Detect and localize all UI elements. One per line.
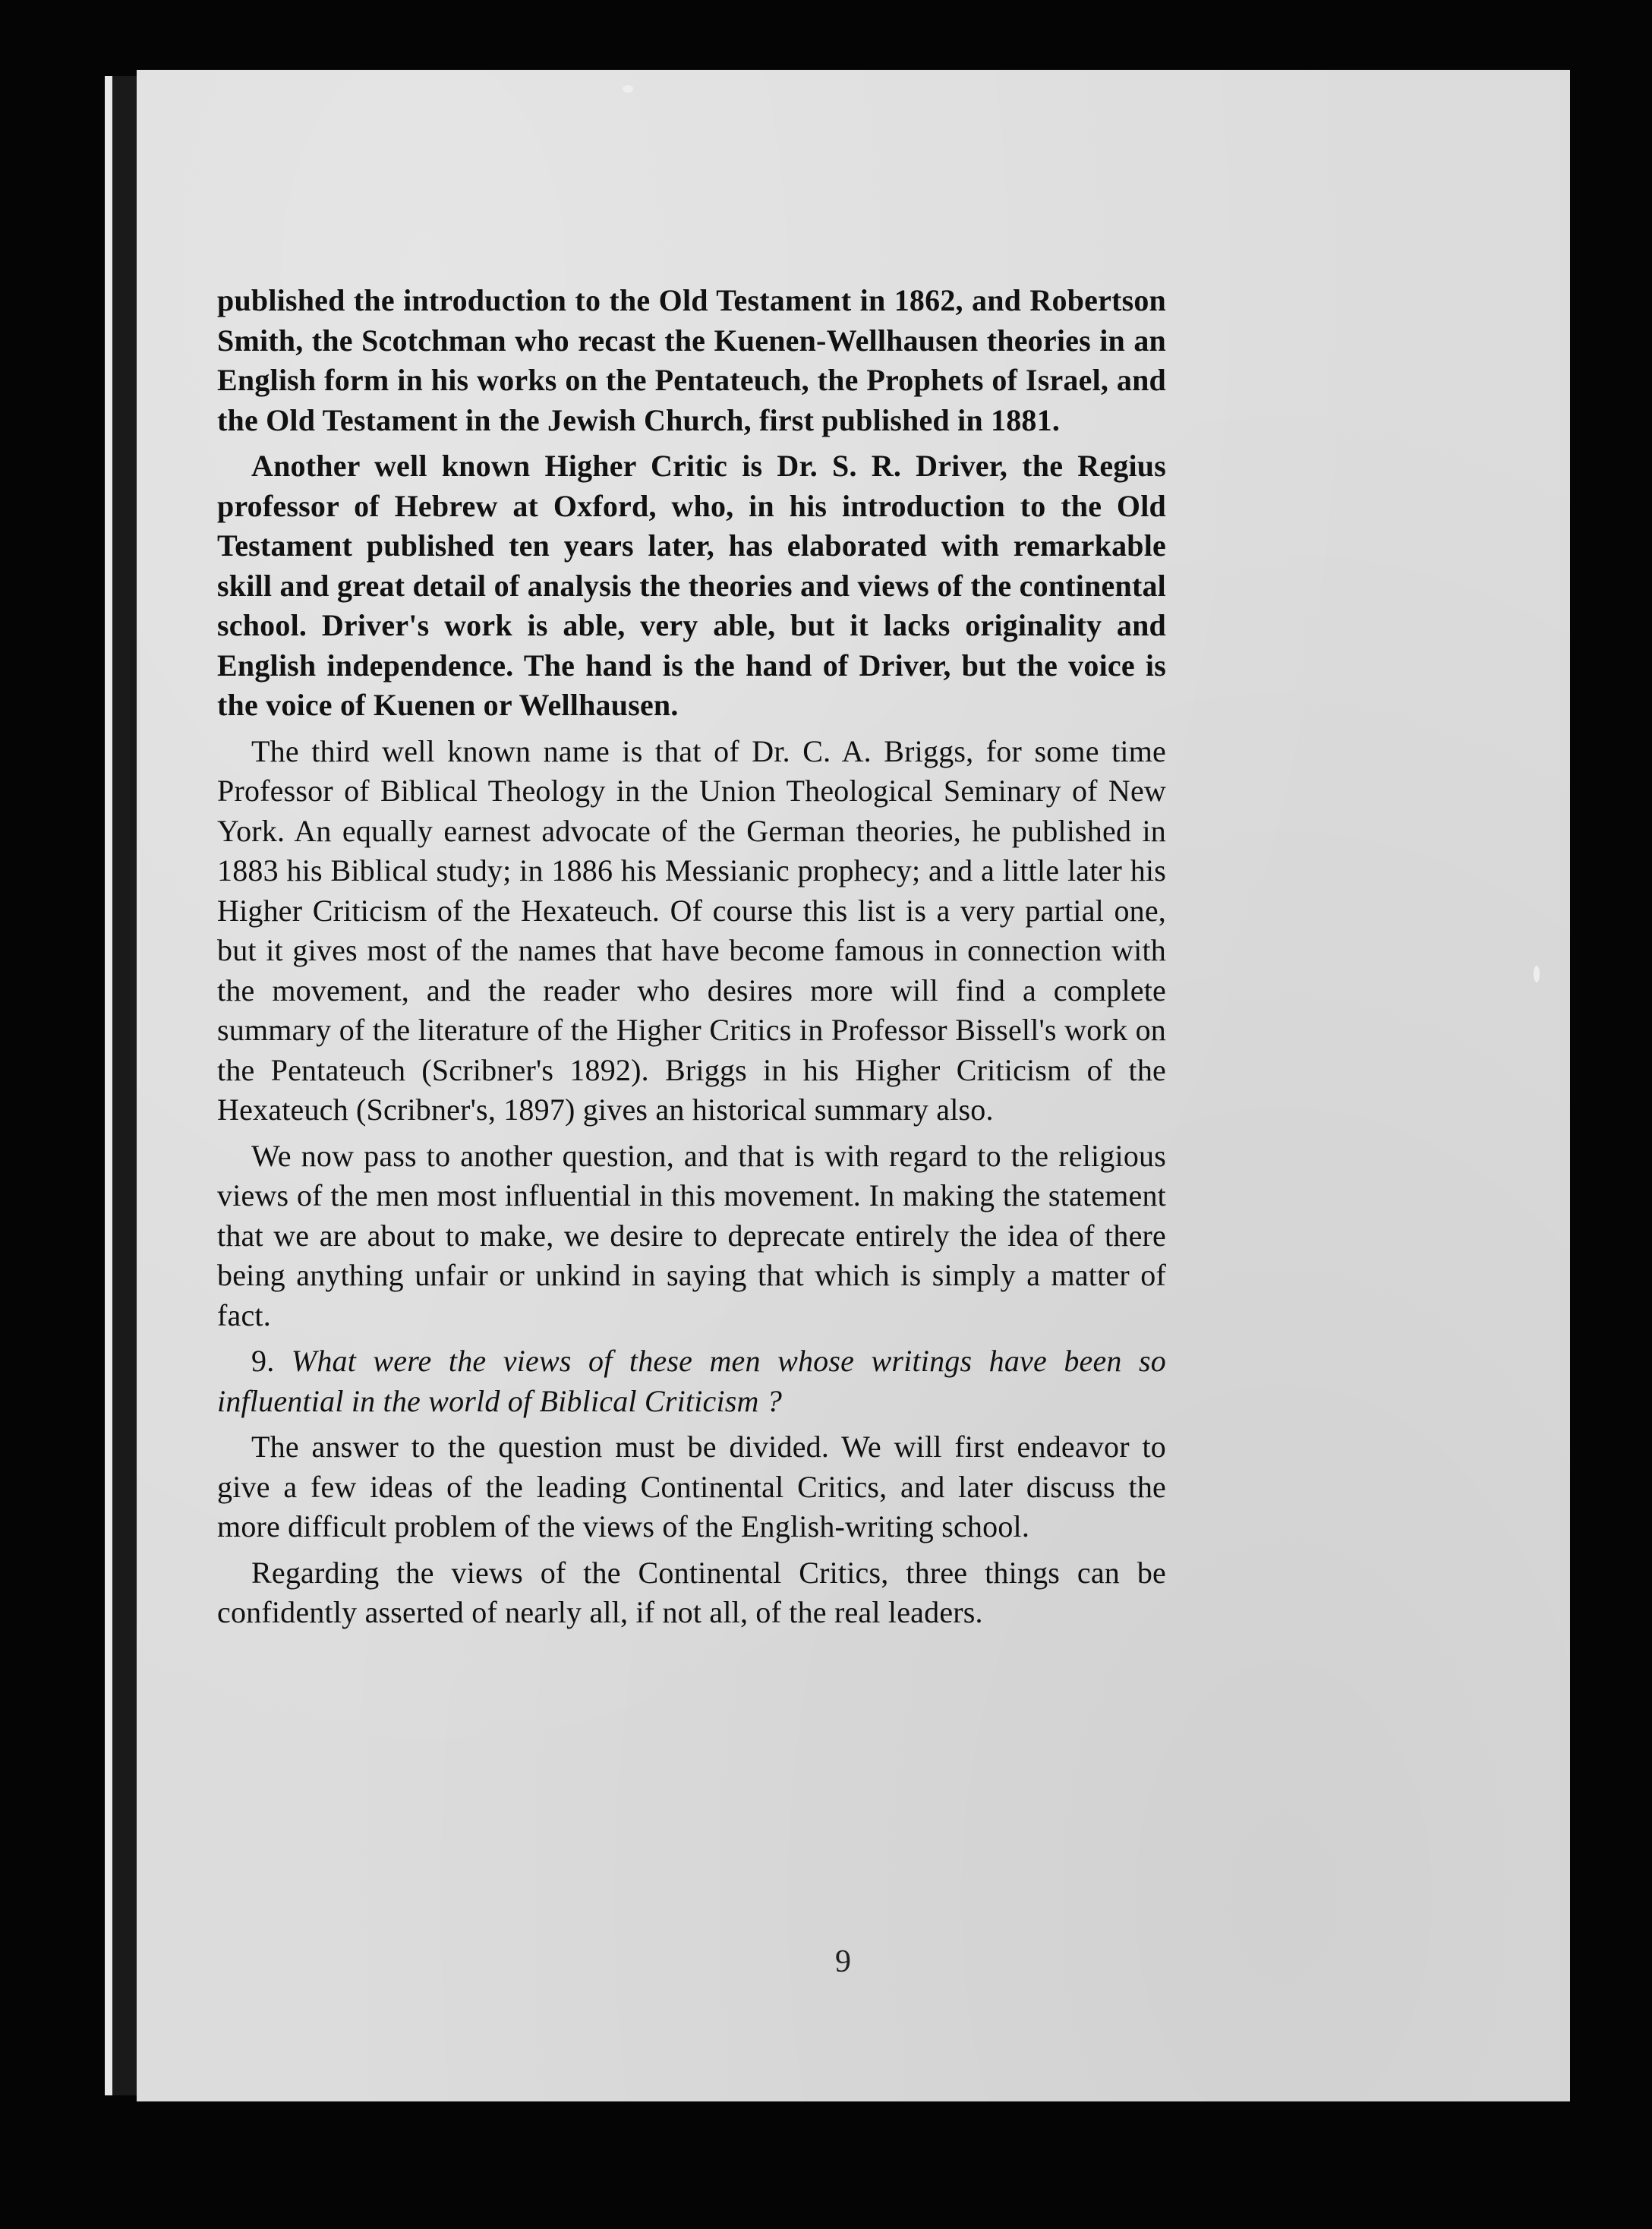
paragraph-5: The answer to the question must be divided. We will first endeavor to give a few ideas of the leading Continental Critics, and later discuss the more difficult problem of the views of the English-writing school.	[217, 1430, 1166, 1543]
scan-edge-strip	[105, 76, 112, 2095]
paragraph-3: The third well known name is that of Dr. C. A. Briggs, for some time Professor of Biblical Theology in the Union Theological Seminary of New York. An equally earnest advocate of the German theories, he published in 1883 his Biblical study; in 1886 his Messianic prophecy; and a little later his Higher Criticism of the Hexateuch. Of course this list is a very partial one, but it gives most of the names that have become famous in connection with the movement, and the reader who desires more will find a complete summary of the literature of the Higher Critics in Professor Bissell's work on the Pentateuch (Scribner's 1892). Briggs in his Higher Criticism of the Hexateuch (Scribner's, 1897) gives an historical summary also.	[217, 733, 1166, 1127]
dust-speck	[623, 85, 633, 93]
paragraph-1: published the introduction to the Old Testament in 1862, and Robertson Smith, the Scotchman who recast the Kuenen-Wellhausen theories in an English form in his works on the Pentateuch, the Prophets of Israel, and the Old Testament in the Jewish Church, first published in 1881.	[217, 283, 1166, 437]
page-number: 9	[835, 1944, 851, 1979]
dust-speck	[1534, 966, 1540, 982]
paragraph-6: Regarding the views of the Continental Critics, three things can be confidently asserted of nearly all, if not all, of the real leaders.	[217, 1555, 1166, 1629]
paragraph-2: Another well known Higher Critic is Dr. S. R. Driver, the Regius professor of Hebrew at Oxford, who, in his introduction to the Old Testament published ten years later, has elaborated with remarkable skill and great detail of analysis the theories and views of the continental school. Driver's work is able, very able, but it lacks originality and English independence. The hand is the hand of Driver, but the voice is the voice of Kuenen or Wellhausen.	[217, 449, 1166, 722]
paragraph-4: We now pass to another question, and that is with regard to the religious views of the men most influential in this movement. In making the statement that we are about to make, we desire to deprecate entirely the idea of there being anything unfair or unkind in saying that which is simply a matter of fact.	[217, 1138, 1166, 1332]
question-number: 9.	[251, 1344, 275, 1378]
question-paragraph	[217, 1341, 1166, 1421]
question-text: What were the views of these men whose writings have been so influential in the world of Biblical Criticism ?	[217, 1344, 1166, 1418]
scan-edge-shadow	[112, 76, 137, 2095]
page-body	[217, 281, 1166, 1633]
